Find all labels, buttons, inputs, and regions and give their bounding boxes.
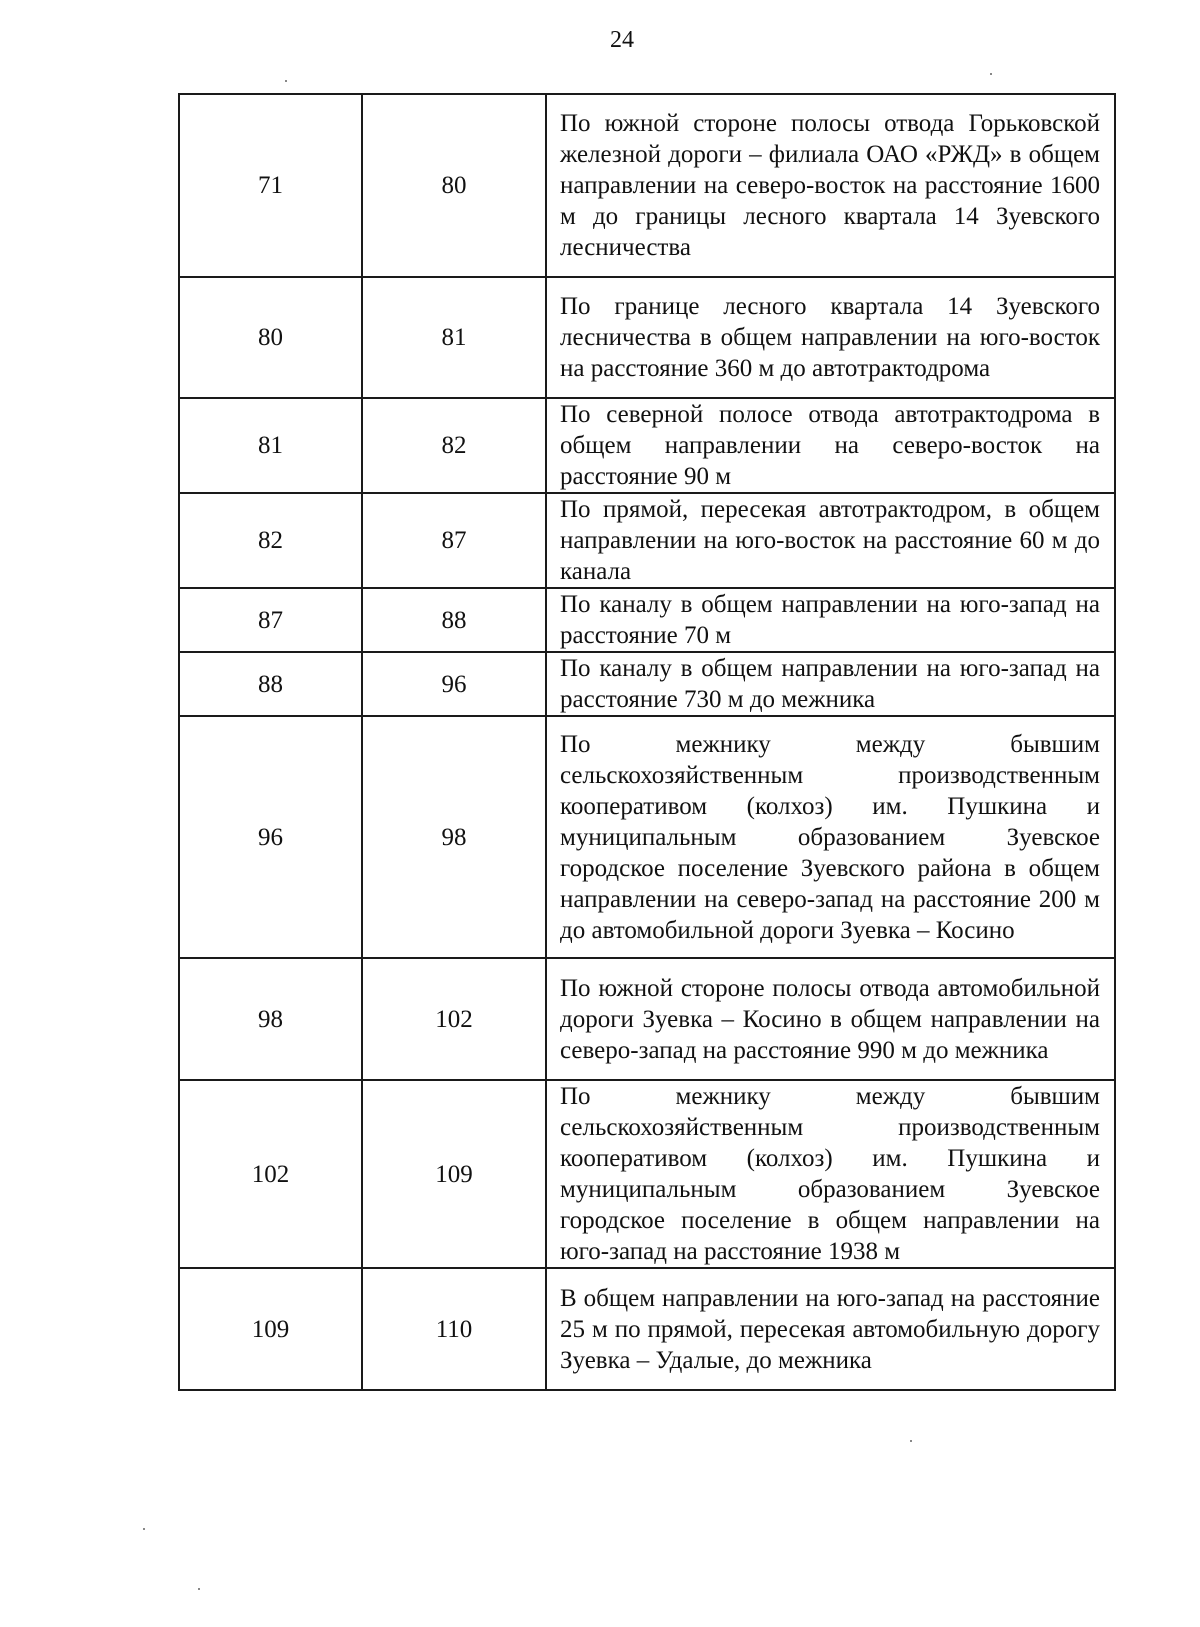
table-row [179,716,1115,958]
to-point-cell: 82 [362,398,546,493]
to-point-cell: 88 [362,588,546,652]
table-row [179,958,1115,1080]
scan-speck [910,1440,912,1442]
boundary-description-table [178,93,1116,1391]
description-cell: По южной стороне полосы отвода автомобильной дороги Зуевка – Косино в общем направлении на северо-запад на расстояние 990 м до межника [546,958,1115,1080]
from-point-cell: 82 [179,493,362,588]
to-point-cell: 80 [362,94,546,277]
from-point-cell: 102 [179,1080,362,1268]
from-point-cell: 88 [179,652,362,716]
from-point-cell: 81 [179,398,362,493]
to-point-cell: 81 [362,277,546,398]
description-cell: По межнику между бывшим сельскохозяйственным производственным кооперативом (колхоз) им. Пушкина и муниципальным образованием Зуевское городское поселение Зуевского района в общем направлении на северо-запад на расстояние 200 м до автомобильной дороги Зуевка – Косино [546,716,1115,958]
description-cell: По прямой, пересекая автотрактодром, в общем направлении на юго-восток на расстояние 60 м до канала [546,493,1115,588]
to-point-cell: 98 [362,716,546,958]
page-number: 24 [610,27,634,53]
scan-speck [285,80,287,82]
from-point-cell: 96 [179,716,362,958]
table-row [179,398,1115,493]
table-row [179,94,1115,277]
description-cell: По северной полосе отвода автотрактодрома в общем направлении на северо-восток на расстояние 90 м [546,398,1115,493]
from-point-cell: 80 [179,277,362,398]
table-row [179,277,1115,398]
table-row [179,652,1115,716]
table-row [179,1268,1115,1390]
scan-speck [143,1528,145,1530]
description-cell: По каналу в общем направлении на юго-запад на расстояние 730 м до межника [546,652,1115,716]
from-point-cell: 87 [179,588,362,652]
to-point-cell: 109 [362,1080,546,1268]
description-cell: По южной стороне полосы отвода Горьковской железной дороги – филиала ОАО «РЖД» в общем направлении на северо-восток на расстояние 1600 м до границы лесного квартала 14 Зуевского лесничества [546,94,1115,277]
from-point-cell: 109 [179,1268,362,1390]
from-point-cell: 71 [179,94,362,277]
to-point-cell: 96 [362,652,546,716]
scan-speck [198,1588,200,1590]
to-point-cell: 110 [362,1268,546,1390]
table-row [179,588,1115,652]
description-cell: В общем направлении на юго-запад на расстояние 25 м по прямой, пересекая автомобильную дорогу Зуевка – Удалые, до межника [546,1268,1115,1390]
description-cell: По каналу в общем направлении на юго-запад на расстояние 70 м [546,588,1115,652]
table-row [179,1080,1115,1268]
from-point-cell: 98 [179,958,362,1080]
description-cell: По границе лесного квартала 14 Зуевского лесничества в общем направлении на юго-восток на расстояние 360 м до автотрактодрома [546,277,1115,398]
scan-speck [990,73,992,75]
description-cell: По межнику между бывшим сельскохозяйственным производственным кооперативом (колхоз) им. Пушкина и муниципальным образованием Зуевское городское поселение в общем направлении на юго-запад на расстояние 1938 м [546,1080,1115,1268]
to-point-cell: 102 [362,958,546,1080]
to-point-cell: 87 [362,493,546,588]
table-row [179,493,1115,588]
